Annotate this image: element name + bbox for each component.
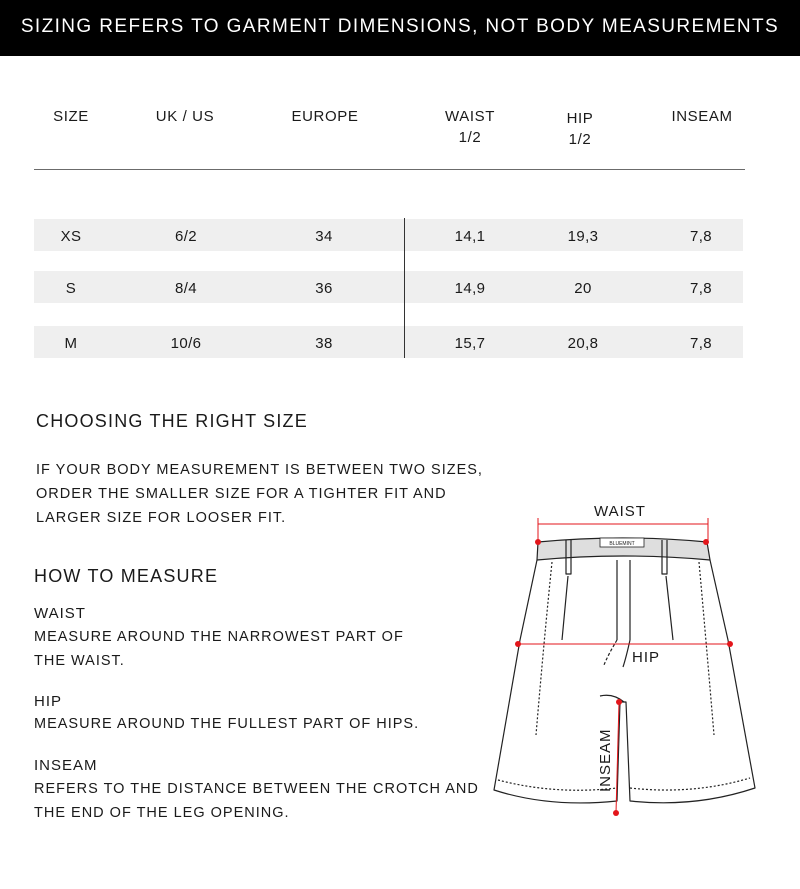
header-size: SIZE [53,108,89,125]
cell-waist: 14,1 [454,228,486,245]
cell-hip: 19,3 [567,228,599,245]
cell-size: S [65,280,77,297]
banner-text: SIZING REFERS TO GARMENT DIMENSIONS, NOT BODY MEASUREMENTS [20,16,780,37]
inseam-line: THE END OF THE LEG OPENING. [34,805,290,821]
choosing-title: CHOOSING THE RIGHT SIZE [36,411,308,431]
inseam-point [616,699,622,705]
choosing-line: IF YOUR BODY MEASUREMENT IS BETWEEN TWO SIZES, [36,462,483,478]
how-to-measure-title: HOW TO MEASURE [34,566,219,586]
cell-hip: 20 [574,280,592,297]
cell-europe: 34 [315,228,333,245]
waist-line: THE WAIST. [34,653,125,669]
inseam-point [613,810,619,816]
inseam-heading: INSEAM [34,757,98,774]
brand-tag-text: BLUEMINT [609,541,635,547]
waist-line: MEASURE AROUND THE NARROWEST PART OF [34,629,404,645]
table-row [34,271,743,303]
waist-point [703,539,709,545]
cell-inseam: 7,8 [689,228,713,245]
top-banner [0,0,800,56]
pocket-line [699,562,714,735]
cell-waist: 15,7 [454,335,486,352]
header-divider [34,169,745,170]
cell-europe: 38 [315,335,333,352]
hip-point [515,641,521,647]
cell-inseam: 7,8 [689,280,713,297]
shorts-outline [494,560,755,803]
pleat-line [666,576,673,640]
column-divider [404,218,405,358]
header-hip: HIP 1/2 [566,110,594,148]
table-row [34,326,743,358]
cell-hip: 20,8 [567,335,599,352]
shorts-diagram [480,490,780,830]
cell-uk-us: 6/2 [174,228,198,245]
hip-label: HIP [632,649,661,666]
cell-uk-us: 10/6 [170,335,202,352]
hip-point [727,641,733,647]
cell-uk-us: 8/4 [174,280,198,297]
inseam-label: INSEAM [597,728,614,792]
cell-size: XS [60,228,82,245]
cell-europe: 36 [315,280,333,297]
choosing-line: ORDER THE SMALLER SIZE FOR A TIGHTER FIT AND [36,486,447,502]
cell-size: M [64,335,78,352]
header-europe: EUROPE [291,108,359,125]
choosing-line: LARGER SIZE FOR LOOSER FIT. [36,510,287,526]
header-waist: WAIST 1/2 [445,108,495,146]
cell-inseam: 7,8 [689,335,713,352]
hip-line: MEASURE AROUND THE FULLEST PART OF HIPS. [34,716,420,732]
cell-waist: 14,9 [454,280,486,297]
waist-label: WAIST [594,503,646,520]
hip-heading: HIP [34,693,63,710]
waist-heading: WAIST [34,605,86,622]
pleat-line [562,576,568,640]
pocket-line [536,562,552,735]
inseam-line: REFERS TO THE DISTANCE BETWEEN THE CROTCH AND [34,781,479,797]
header-inseam: INSEAM [671,108,733,125]
table-row [34,219,743,251]
hem-line [630,778,750,790]
header-uk-us: UK / US [155,108,215,125]
waist-point [535,539,541,545]
